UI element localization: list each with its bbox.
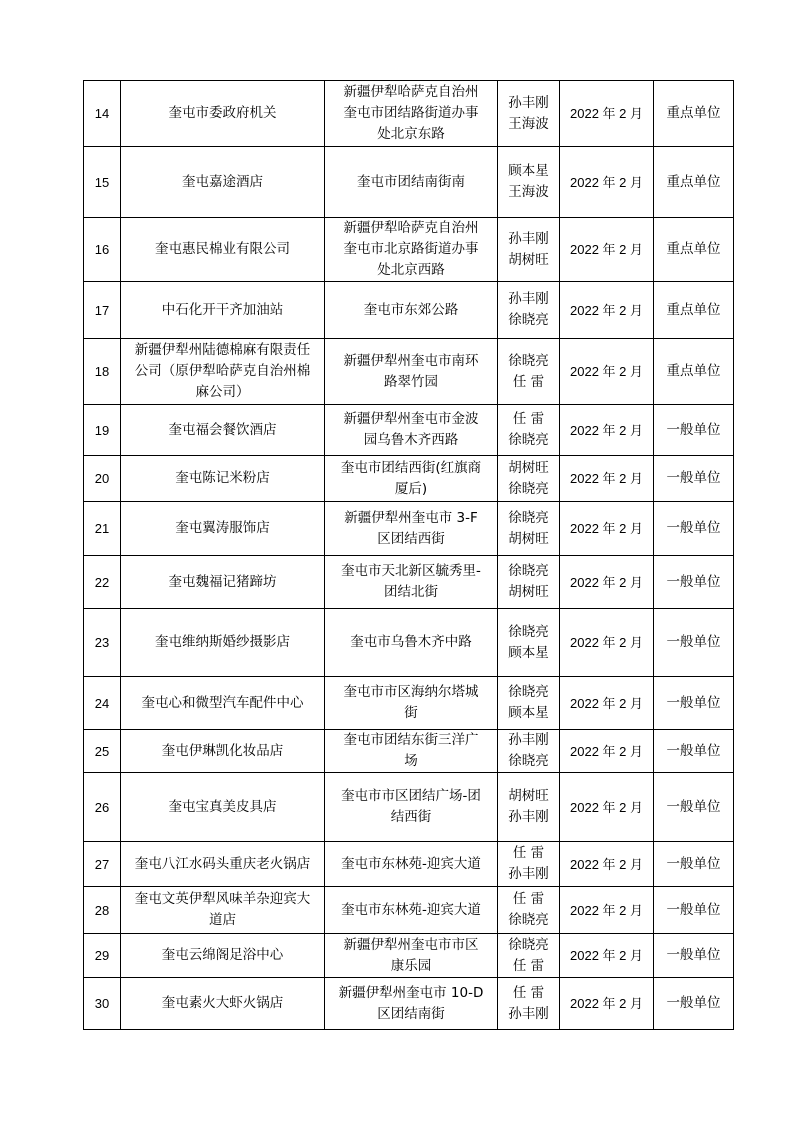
unit-name: 奎屯市委政府机关 — [121, 81, 325, 147]
row-number: 14 — [84, 81, 121, 147]
inspection-date: 2022 年 2 月 — [560, 282, 654, 339]
row-number: 16 — [84, 218, 121, 282]
unit-address: 奎屯市乌鲁木齐中路 — [325, 609, 498, 677]
unit-level: 一般单位 — [654, 978, 734, 1030]
table-row — [84, 609, 734, 677]
table-row — [84, 147, 734, 218]
unit-level: 重点单位 — [654, 147, 734, 218]
unit-address: 新疆伊犁州奎屯市 10-D 区团结南街 — [325, 978, 498, 1030]
responsible-persons: 孙丰刚 徐晓亮 — [498, 730, 560, 773]
inspection-date: 2022 年 2 月 — [560, 556, 654, 609]
unit-address: 新疆伊犁哈萨克自治州 奎屯市北京路街道办事 处北京西路 — [325, 218, 498, 282]
unit-level: 一般单位 — [654, 609, 734, 677]
unit-level: 重点单位 — [654, 339, 734, 405]
responsible-persons: 徐晓亮 胡树旺 — [498, 556, 560, 609]
inspection-date: 2022 年 2 月 — [560, 339, 654, 405]
table-row — [84, 773, 734, 842]
responsible-persons: 任 雷 徐晓亮 — [498, 405, 560, 456]
inspection-date: 2022 年 2 月 — [560, 81, 654, 147]
unit-address: 新疆伊犁州奎屯市南环 路翠竹园 — [325, 339, 498, 405]
unit-level: 一般单位 — [654, 887, 734, 934]
unit-level: 一般单位 — [654, 456, 734, 502]
table-row — [84, 978, 734, 1030]
unit-address: 奎屯市团结西街(红旗商 厦后) — [325, 456, 498, 502]
responsible-persons: 徐晓亮 顾本星 — [498, 609, 560, 677]
row-number: 19 — [84, 405, 121, 456]
responsible-persons: 顾本星 王海波 — [498, 147, 560, 218]
table-row — [84, 502, 734, 556]
unit-name: 奎屯伊琳凯化妆品店 — [121, 730, 325, 773]
unit-level: 一般单位 — [654, 677, 734, 730]
responsible-persons: 任 雷 孙丰刚 — [498, 978, 560, 1030]
table-row — [84, 339, 734, 405]
inspection-date: 2022 年 2 月 — [560, 934, 654, 978]
row-number: 25 — [84, 730, 121, 773]
responsible-persons: 胡树旺 徐晓亮 — [498, 456, 560, 502]
inspection-date: 2022 年 2 月 — [560, 842, 654, 887]
inspection-date: 2022 年 2 月 — [560, 887, 654, 934]
unit-address: 新疆伊犁州奎屯市 3-F 区团结西街 — [325, 502, 498, 556]
unit-name: 奎屯翼涛服饰店 — [121, 502, 325, 556]
unit-address: 奎屯市团结南街南 — [325, 147, 498, 218]
responsible-persons: 徐晓亮 任 雷 — [498, 934, 560, 978]
unit-level: 一般单位 — [654, 934, 734, 978]
responsible-persons: 孙丰刚 王海波 — [498, 81, 560, 147]
inspection-date: 2022 年 2 月 — [560, 730, 654, 773]
row-number: 27 — [84, 842, 121, 887]
unit-name: 奎屯福会餐饮酒店 — [121, 405, 325, 456]
table-row — [84, 887, 734, 934]
inspection-table — [83, 80, 734, 1030]
unit-level: 重点单位 — [654, 218, 734, 282]
table-row — [84, 405, 734, 456]
table-row — [84, 842, 734, 887]
row-number: 20 — [84, 456, 121, 502]
inspection-date: 2022 年 2 月 — [560, 405, 654, 456]
responsible-persons: 任 雷 徐晓亮 — [498, 887, 560, 934]
table-row — [84, 556, 734, 609]
unit-name: 中石化开干齐加油站 — [121, 282, 325, 339]
unit-name: 奎屯嘉途酒店 — [121, 147, 325, 218]
unit-address: 新疆伊犁哈萨克自治州 奎屯市团结路街道办事 处北京东路 — [325, 81, 498, 147]
unit-level: 重点单位 — [654, 282, 734, 339]
unit-name: 奎屯素火大虾火锅店 — [121, 978, 325, 1030]
unit-address: 奎屯市团结东街三洋广 场 — [325, 730, 498, 773]
row-number: 24 — [84, 677, 121, 730]
table-row — [84, 730, 734, 773]
unit-name: 奎屯魏福记猪蹄坊 — [121, 556, 325, 609]
unit-level: 一般单位 — [654, 502, 734, 556]
unit-address: 奎屯市东林苑-迎宾大道 — [325, 842, 498, 887]
inspection-date: 2022 年 2 月 — [560, 218, 654, 282]
inspection-date: 2022 年 2 月 — [560, 773, 654, 842]
responsible-persons: 胡树旺 孙丰刚 — [498, 773, 560, 842]
unit-name: 奎屯维纳斯婚纱摄影店 — [121, 609, 325, 677]
table-row — [84, 677, 734, 730]
inspection-date: 2022 年 2 月 — [560, 609, 654, 677]
unit-level: 重点单位 — [654, 81, 734, 147]
responsible-persons: 任 雷 孙丰刚 — [498, 842, 560, 887]
unit-address: 奎屯市天北新区毓秀里- 团结北街 — [325, 556, 498, 609]
inspection-date: 2022 年 2 月 — [560, 456, 654, 502]
table-body — [84, 81, 734, 1030]
table-row — [84, 934, 734, 978]
table-row — [84, 456, 734, 502]
unit-name: 新疆伊犁州陆德棉麻有限责任 公司（原伊犁哈萨克自治州棉 麻公司） — [121, 339, 325, 405]
table-row — [84, 218, 734, 282]
table-row — [84, 81, 734, 147]
unit-name: 奎屯心和微型汽车配件中心 — [121, 677, 325, 730]
inspection-date: 2022 年 2 月 — [560, 147, 654, 218]
unit-address: 奎屯市市区海纳尔塔城 街 — [325, 677, 498, 730]
unit-level: 一般单位 — [654, 842, 734, 887]
responsible-persons: 徐晓亮 任 雷 — [498, 339, 560, 405]
unit-level: 一般单位 — [654, 730, 734, 773]
row-number: 15 — [84, 147, 121, 218]
row-number: 26 — [84, 773, 121, 842]
responsible-persons: 徐晓亮 顾本星 — [498, 677, 560, 730]
unit-level: 一般单位 — [654, 773, 734, 842]
table-row — [84, 282, 734, 339]
unit-address: 奎屯市东郊公路 — [325, 282, 498, 339]
unit-level: 一般单位 — [654, 556, 734, 609]
unit-name: 奎屯陈记米粉店 — [121, 456, 325, 502]
row-number: 22 — [84, 556, 121, 609]
unit-address: 新疆伊犁州奎屯市市区 康乐园 — [325, 934, 498, 978]
inspection-date: 2022 年 2 月 — [560, 502, 654, 556]
responsible-persons: 徐晓亮 胡树旺 — [498, 502, 560, 556]
unit-level: 一般单位 — [654, 405, 734, 456]
row-number: 23 — [84, 609, 121, 677]
row-number: 18 — [84, 339, 121, 405]
row-number: 17 — [84, 282, 121, 339]
unit-name: 奎屯宝真美皮具店 — [121, 773, 325, 842]
row-number: 30 — [84, 978, 121, 1030]
responsible-persons: 孙丰刚 胡树旺 — [498, 218, 560, 282]
row-number: 28 — [84, 887, 121, 934]
row-number: 29 — [84, 934, 121, 978]
responsible-persons: 孙丰刚 徐晓亮 — [498, 282, 560, 339]
unit-name: 奎屯文英伊犁风味羊杂迎宾大 道店 — [121, 887, 325, 934]
unit-name: 奎屯惠民棉业有限公司 — [121, 218, 325, 282]
unit-name: 奎屯云绵阁足浴中心 — [121, 934, 325, 978]
unit-address: 奎屯市市区团结广场-团 结西街 — [325, 773, 498, 842]
unit-name: 奎屯八江水码头重庆老火锅店 — [121, 842, 325, 887]
inspection-date: 2022 年 2 月 — [560, 978, 654, 1030]
unit-address: 新疆伊犁州奎屯市金波 园乌鲁木齐西路 — [325, 405, 498, 456]
inspection-date: 2022 年 2 月 — [560, 677, 654, 730]
row-number: 21 — [84, 502, 121, 556]
unit-address: 奎屯市东林苑-迎宾大道 — [325, 887, 498, 934]
